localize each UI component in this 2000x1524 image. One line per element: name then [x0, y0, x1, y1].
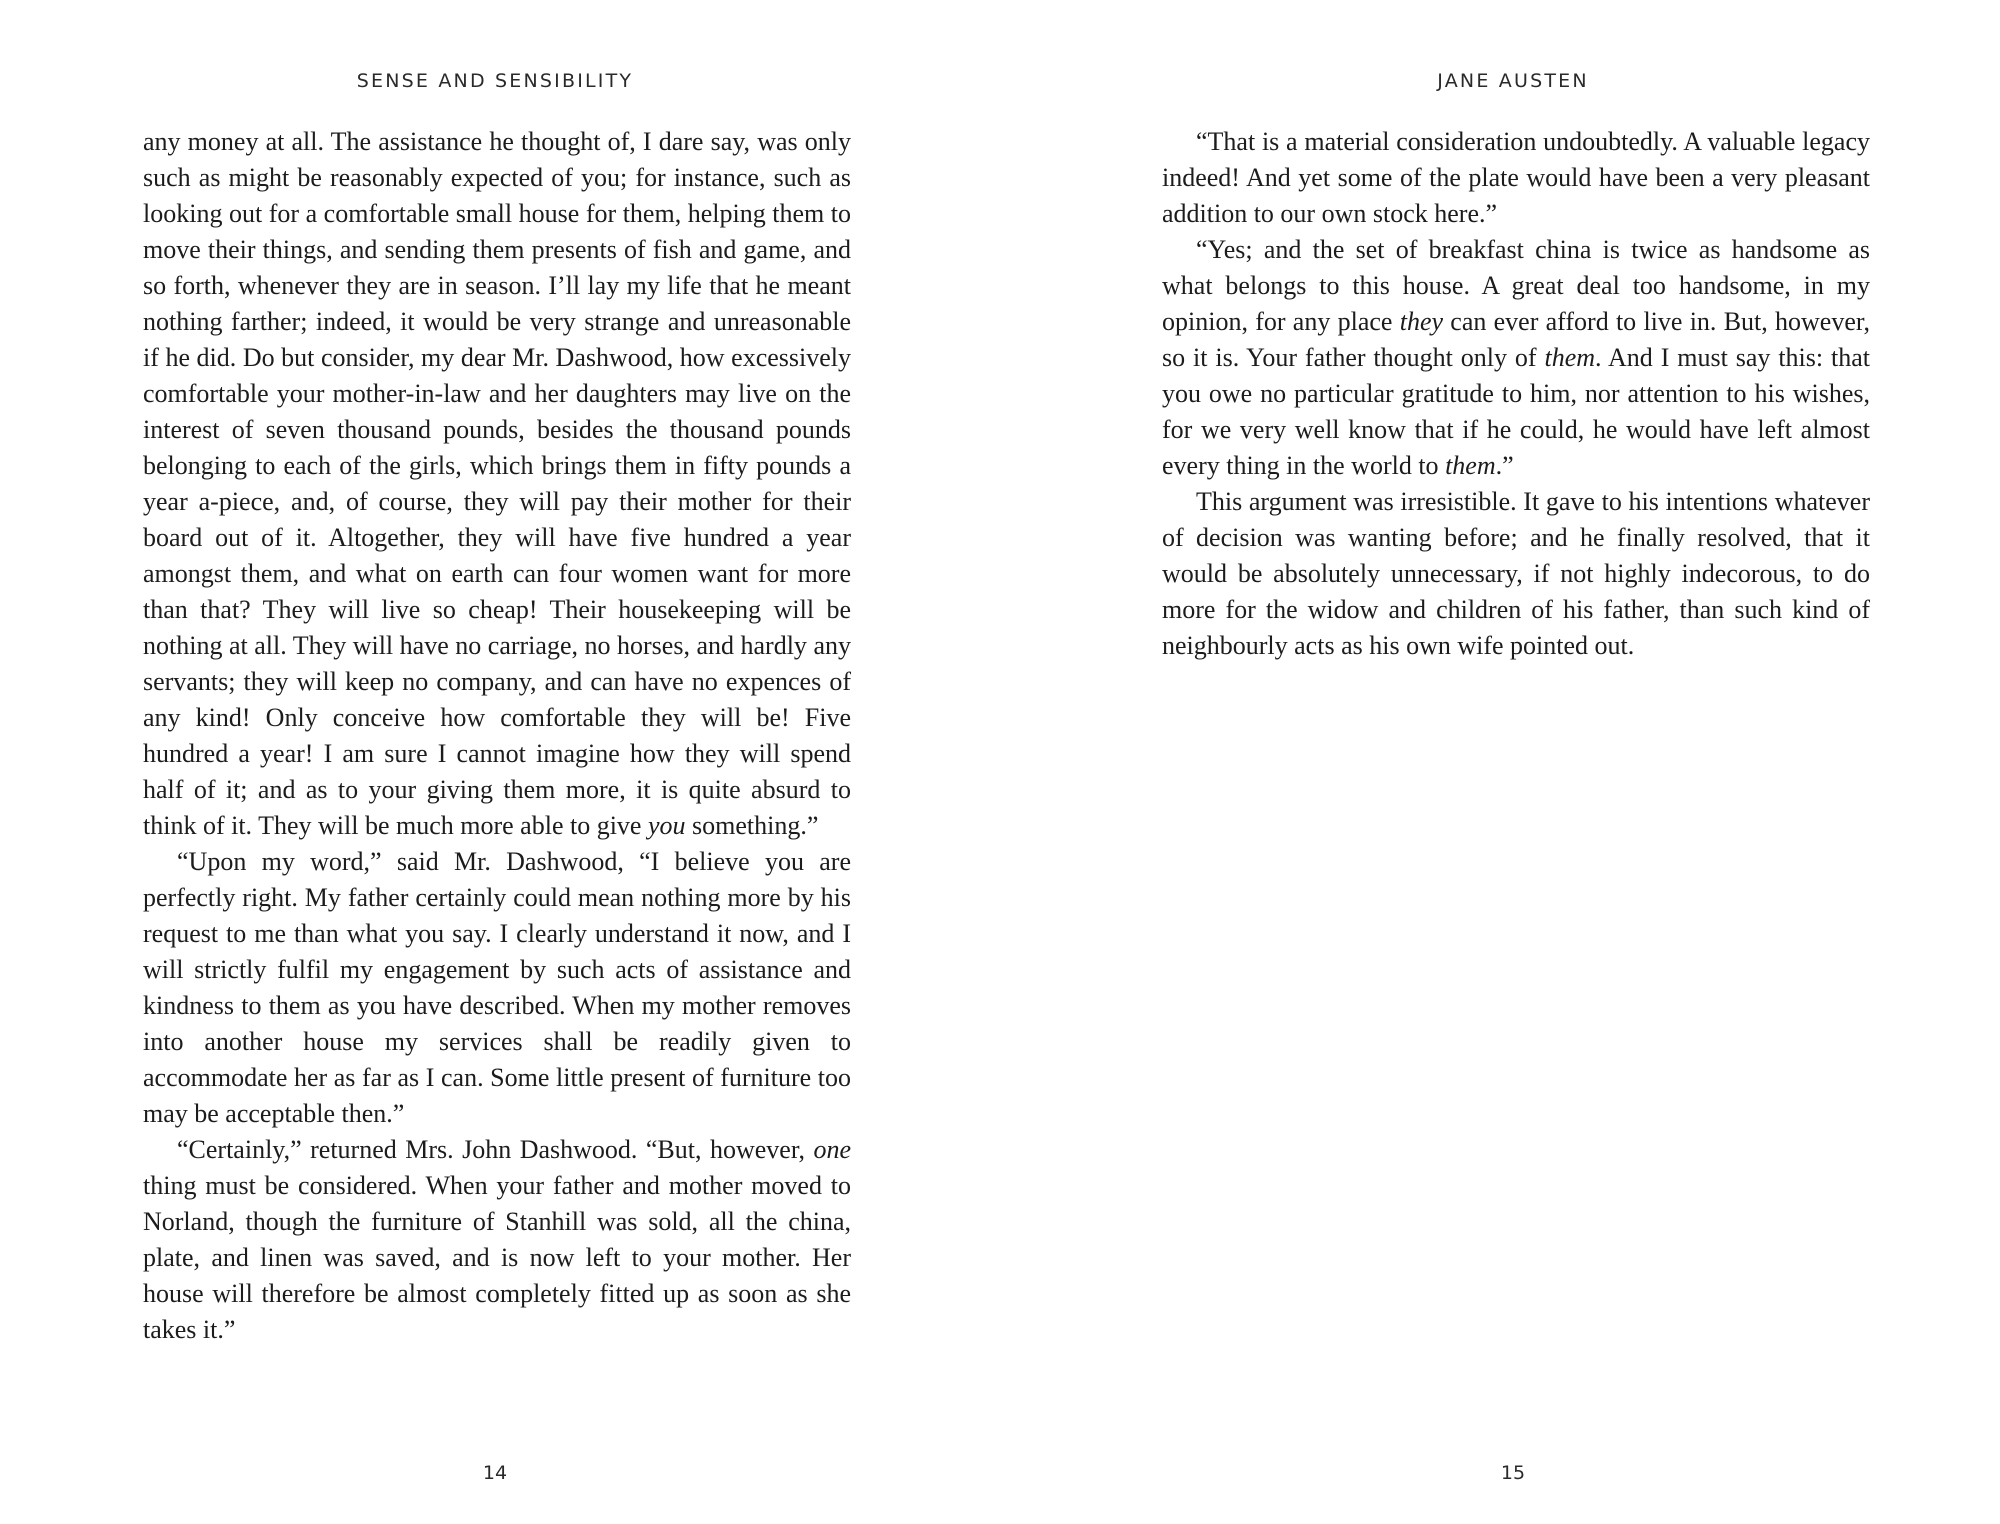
text-run: This argument was irresistible. It gave to his intentions whatever of decision was wanting before; and he finally resolved, that it would be absolutely unnecessary, if not highly indecorous, to do more for the widow and children of his father, than such kind of neighbourly acts as his own wife pointed out. [1162, 487, 1870, 660]
text-run: . And I must say this: that you owe no particular gratitude to him, nor attention to his wishes, for we very well know that if he could, he would have left almost every thing in the world to [1162, 343, 1870, 480]
text-run: something.” [685, 811, 819, 840]
italic-text: one [813, 1135, 851, 1164]
text-run: “Yes; and the set of breakfast china is twice as handsome as what belongs to this house. A great deal too handsome, in my opinion, for any place [1162, 235, 1870, 336]
text-run: “Certainly,” returned Mrs. John Dashwood. “But, however, [177, 1135, 814, 1164]
paragraph [1162, 232, 1870, 484]
text-run: any money at all. The assistance he thought of, I dare say, was only such as might be reasonably expected of you; for instance, such as looking out for a comfortable small house for them, helping them to move their things, and sending them presents of fish and game, and so forth, whenever they are in season. I’ll lay my life that he meant nothing farther; indeed, it would be very strange and unreasonable if he did. Do but consider, my dear Mr. Dashwood, how excessively comfortable your mother-in-law and her daughters may live on the interest of seven thousand pounds, besides the thousand pounds belonging to each of the girls, which brings them in fifty pounds a year a-piece, and, of course, they will pay their mother for their board out of it. Altogether, they will have five hundred a year amongst them, and what on earth can four women want for more than that? They will live so cheap! Their housekeeping will be nothing at all. They will have no carriage, no horses, and hardly any servants; they will keep no company, and can have no expences of any kind! Only conceive how comfortable they will be! Five hundred a year! I am sure I cannot imagine how they will spend half of it; and as to your giving them more, it is quite absurd to think of it. They will be much more able to give [143, 127, 851, 840]
italic-text: them [1544, 343, 1596, 372]
running-head-title: SENSE AND SENSIBILITY [356, 70, 634, 92]
paragraph [1162, 124, 1870, 232]
italic-text: they [1399, 307, 1444, 336]
text-run: “Upon my word,” said Mr. Dashwood, “I believe you are perfectly right. My father certainly could mean nothing more by his request to me than what you say. I clearly understand it now, and I will strictly fulfil my engagement by such acts of assistance and kindness to them as you have described. When my mother removes into another house my services shall be readily given to accommodate her as far as I can. Some little present of furniture too may be acceptable then.” [143, 847, 851, 1128]
text-run: .” [1495, 451, 1514, 480]
paragraph [1162, 484, 1870, 664]
paragraph [143, 1132, 851, 1348]
text-run: thing must be considered. When your father and mother moved to Norland, though the furniture of Stanhill was sold, all the china, plate, and linen was saved, and is now left to your mother. Her house will therefore be almost completely fitted up as soon as she takes it.” [143, 1171, 851, 1344]
right-page [1000, 0, 2000, 1524]
italic-text: you [647, 811, 686, 840]
paragraph [143, 844, 851, 1132]
text-run: “That is a material consideration undoubtedly. A valuable legacy indeed! And yet some of the plate would have been a very pleasant addition to our own stock here.” [1162, 127, 1870, 228]
italic-text: them [1445, 451, 1496, 480]
left-page-body [143, 124, 851, 1348]
running-head-author: JANE AUSTEN [1437, 70, 1589, 92]
right-page-body [1162, 124, 1870, 664]
page-number: 14 [482, 1462, 508, 1484]
page-number: 15 [1500, 1462, 1526, 1484]
paragraph [143, 124, 851, 844]
text-run: can ever afford to live in. But, however, so it is. Your father thought only of [1162, 307, 1870, 372]
